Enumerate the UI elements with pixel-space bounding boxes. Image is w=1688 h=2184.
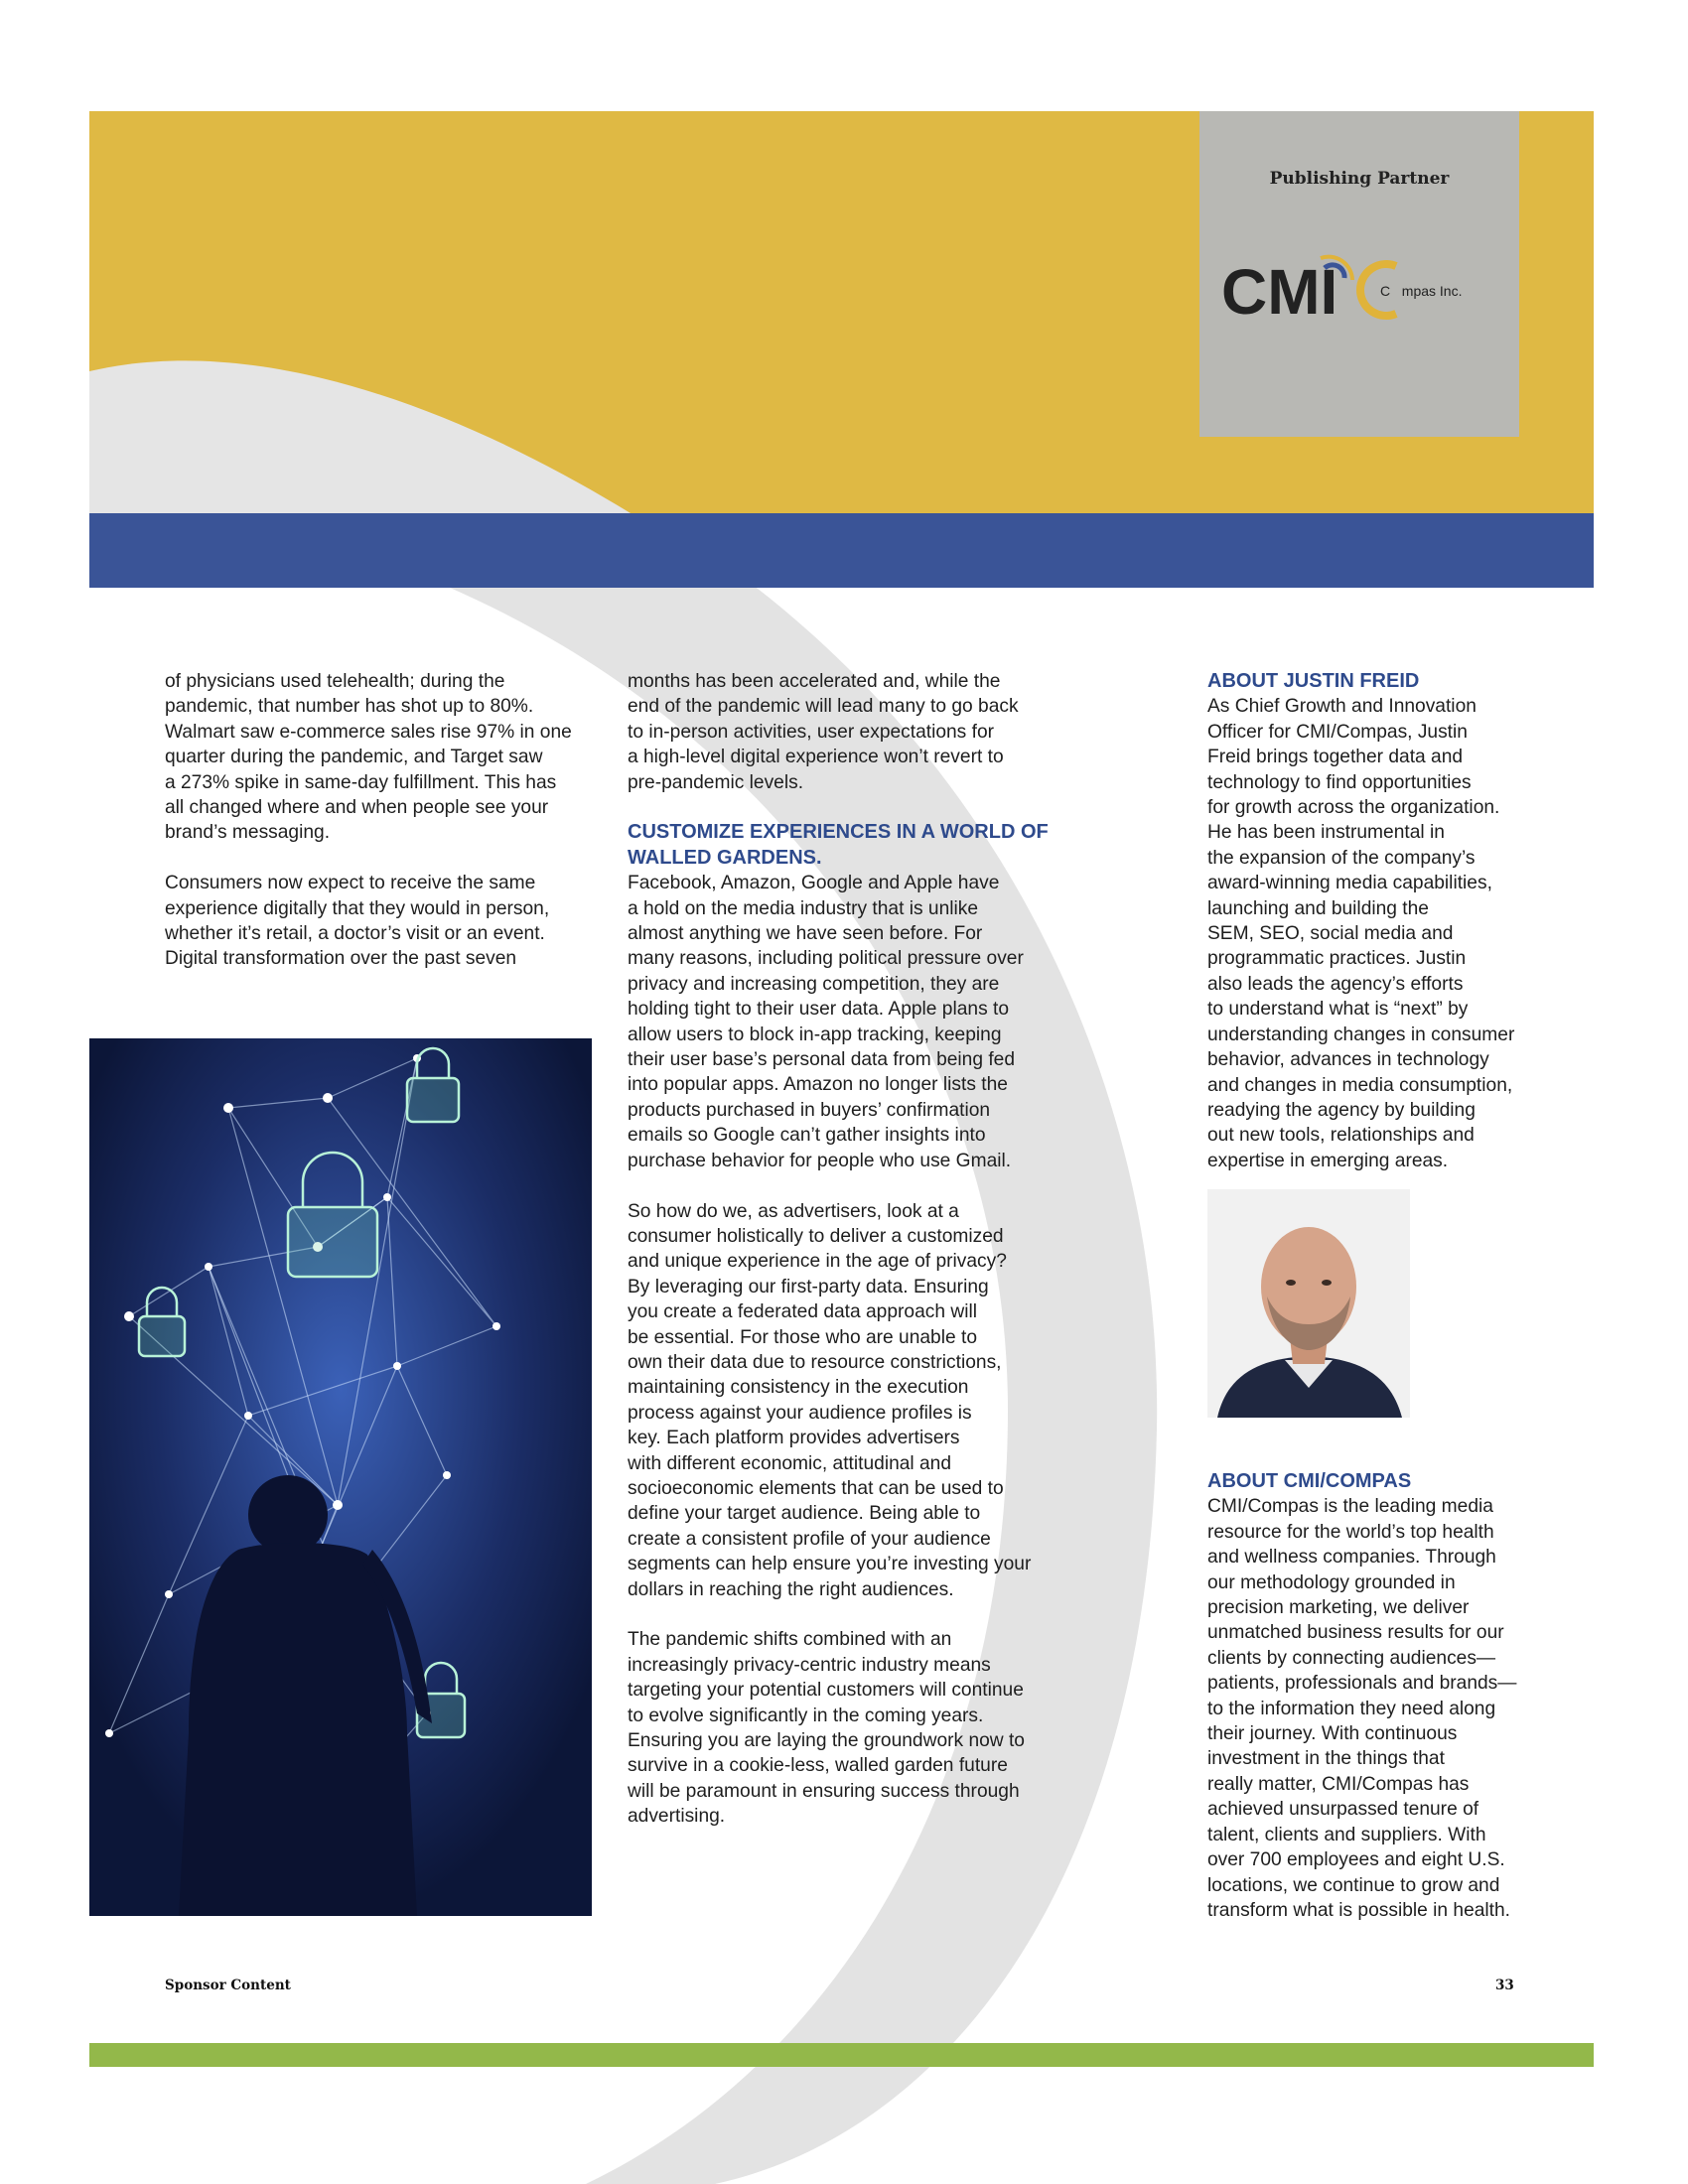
article-text-line: So how do we, as advertisers, look at a (628, 1200, 959, 1222)
publishing-partner-label: Publishing Partner (1269, 169, 1450, 189)
about-cmi-text-line: investment in the things that (1207, 1748, 1445, 1770)
article-text-line: emails so Google can’t gather insights into (628, 1125, 986, 1147)
about-justin-text-line: and changes in media consumption, (1207, 1074, 1513, 1096)
article-text-line: a 273% spike in same-day fulfillment. This has (165, 771, 557, 793)
about-justin-section (1207, 669, 1514, 1173)
section-heading-line: WALLED GARDENS. (628, 846, 822, 869)
about-cmi-text-line: transform what is possible in health. (1207, 1899, 1511, 1921)
article-text-line: advertising. (628, 1806, 726, 1828)
about-cmi-text-line: patients, professionals and brands— (1207, 1673, 1517, 1695)
article-text-line: brand’s messaging. (165, 822, 331, 844)
privacy-network-image (89, 1038, 592, 1916)
article-text-line: all changed where and when people see your (165, 797, 549, 819)
about-cmi-text-line: CMI/Compas is the leading media (1207, 1496, 1493, 1518)
about-justin-text-line: He has been instrumental in (1207, 822, 1445, 844)
article-text-line: Digital transformation over the past seven (165, 948, 517, 970)
article-text-line: many reasons, including political pressure over (628, 948, 1024, 970)
page-number: 33 (1495, 1978, 1514, 1993)
compas-wordmark: C mpas Inc. (1380, 283, 1463, 299)
article-text-line: define your target audience. Being able to (628, 1503, 981, 1525)
article-text-line: allow users to block in-app tracking, keeping (628, 1024, 1002, 1045)
article-text-line: and unique experience in the age of privacy? (628, 1251, 1007, 1273)
article-text-line: dollars in reaching the right audiences. (628, 1578, 954, 1600)
article-text-line: socioeconomic elements that can be used to (628, 1477, 1004, 1499)
article-text-line: pandemic, that number has shot up to 80%. (165, 696, 534, 718)
article-text-line: of physicians used telehealth; during the (165, 671, 505, 692)
about-justin-text-line: SEM, SEO, social media and (1207, 923, 1454, 945)
about-justin-heading: ABOUT JUSTIN FREID (1207, 670, 1420, 692)
paragraph-gap (628, 1173, 1049, 1198)
article-text-line: whether it’s retail, a doctor’s visit or an event. (165, 923, 545, 945)
about-justin-text-line: understanding changes in consumer (1207, 1024, 1515, 1045)
article-text-line: privacy and increasing competition, they are (628, 973, 1000, 995)
section-heading-line: CUSTOMIZE EXPERIENCES IN A WORLD OF (628, 821, 1049, 844)
article-text-line: Walmart saw e-commerce sales rise 97% in one (165, 721, 572, 743)
article-text-line: into popular apps. Amazon no longer lists the (628, 1074, 1008, 1096)
paragraph-gap (628, 1602, 1049, 1627)
article-text-line: a high-level digital experience won’t revert to (628, 747, 1004, 768)
about-cmi-text-line: talent, clients and suppliers. With (1207, 1824, 1486, 1845)
about-justin-text-line: launching and building the (1207, 897, 1429, 919)
article-text-line: a hold on the media industry that is unlike (628, 897, 979, 919)
sponsor-content-label: Sponsor Content (165, 1978, 291, 1993)
article-text-line: process against your audience profiles is (628, 1402, 972, 1424)
article-text-line: experience digitally that they would in person, (165, 897, 550, 919)
about-justin-text-line: As Chief Growth and Innovation (1207, 696, 1477, 718)
article-text-line: own their data due to resource constrictions, (628, 1351, 1002, 1373)
article-column-1 (165, 669, 572, 972)
about-cmi-text-line: their journey. With continuous (1207, 1723, 1458, 1745)
about-cmi-text-line: really matter, CMI/Compas has (1207, 1773, 1470, 1795)
about-cmi-text-line: to the information they need along (1207, 1698, 1496, 1719)
about-justin-text-line: Officer for CMI/Compas, Justin (1207, 721, 1468, 743)
article-text-line: purchase behavior for people who use Gmail. (628, 1150, 1012, 1171)
about-cmi-text-line: resource for the world’s top health (1207, 1521, 1494, 1543)
about-cmi-text-line: unmatched business results for our (1207, 1622, 1504, 1644)
cmi-compas-logo (1221, 250, 1499, 330)
article-text-line: be essential. For those who are unable to (628, 1326, 977, 1348)
article-text-line: their user base’s personal data from being fed (628, 1049, 1016, 1071)
article-text-line: months has been accelerated and, while the (628, 671, 1001, 692)
article-text-line: end of the pandemic will lead many to go back (628, 696, 1019, 718)
about-justin-text-line: for growth across the organization. (1207, 797, 1500, 819)
navy-stripe (89, 513, 1594, 588)
about-justin-text-line: out new tools, relationships and (1207, 1125, 1475, 1147)
article-text-line: By leveraging our first-party data. Ensuring (628, 1276, 989, 1297)
paragraph-gap (165, 846, 572, 871)
about-justin-text-line: expertise in emerging areas. (1207, 1150, 1449, 1171)
about-justin-text-line: behavior, advances in technology (1207, 1049, 1489, 1071)
about-cmi-text-line: achieved unsurpassed tenure of (1207, 1799, 1479, 1821)
about-justin-text-line: technology to find opportunities (1207, 771, 1472, 793)
article-text-line: consumer holistically to deliver a customized (628, 1225, 1004, 1247)
about-cmi-text-line: and wellness companies. Through (1207, 1547, 1496, 1569)
article-text-line: Ensuring you are laying the groundwork now to (628, 1730, 1025, 1752)
about-justin-text-line: Freid brings together data and (1207, 747, 1464, 768)
article-text-line: you create a federated data approach will (628, 1301, 977, 1323)
about-justin-text-line: to understand what is “next” by (1207, 999, 1469, 1021)
article-text-line: increasingly privacy-centric industry means (628, 1654, 991, 1676)
footer-green-bar (89, 2043, 1594, 2067)
about-justin-text-line: the expansion of the company’s (1207, 847, 1476, 869)
about-justin-text-line: programmatic practices. Justin (1207, 948, 1467, 970)
article-text-line: will be paramount in ensuring success through (628, 1780, 1020, 1802)
article-text-line: segments can help ensure you’re investing your (628, 1554, 1032, 1575)
article-text-line: holding tight to their user data. Apple plans to (628, 999, 1010, 1021)
article-text-line: to evolve significantly in the coming years. (628, 1705, 984, 1726)
cmi-wordmark: CMI (1221, 256, 1338, 328)
article-text-line: key. Each platform provides advertisers (628, 1428, 960, 1449)
about-cmi-heading: ABOUT CMI/COMPAS (1207, 1470, 1412, 1492)
about-cmi-section (1207, 1469, 1516, 1923)
about-cmi-text-line: over 700 employees and eight U.S. (1207, 1849, 1505, 1871)
article-text-line: Facebook, Amazon, Google and Apple have (628, 873, 1000, 894)
article-text-line: create a consistent profile of your audience (628, 1528, 991, 1550)
justin-freid-portrait (1207, 1189, 1410, 1418)
article-text-line: quarter during the pandemic, and Target saw (165, 747, 543, 768)
article-text-line: to in-person activities, user expectations for (628, 721, 995, 743)
article-text-line: products purchased in buyers’ confirmation (628, 1099, 991, 1121)
about-cmi-text-line: clients by connecting audiences— (1207, 1647, 1496, 1669)
about-justin-text-line: award-winning media capabilities, (1207, 873, 1492, 894)
about-justin-text-line: readying the agency by building (1207, 1099, 1476, 1121)
article-column-2 (628, 669, 1049, 1830)
article-text-line: targeting your potential customers will continue (628, 1680, 1024, 1702)
about-cmi-text-line: precision marketing, we deliver (1207, 1597, 1470, 1619)
paragraph-gap (628, 795, 1049, 820)
about-cmi-text-line: our methodology grounded in (1207, 1571, 1456, 1593)
article-text-line: survive in a cookie-less, walled garden future (628, 1755, 1008, 1777)
article-text-line: Consumers now expect to receive the same (165, 873, 536, 894)
article-text-line: pre-pandemic levels. (628, 771, 804, 793)
article-text-line: The pandemic shifts combined with an (628, 1629, 952, 1651)
article-text-line: almost anything we have seen before. For (628, 923, 983, 945)
article-text-line: maintaining consistency in the execution (628, 1377, 969, 1399)
publishing-partner-box (1199, 111, 1519, 437)
article-text-line: with different economic, attitudinal and (628, 1452, 952, 1474)
about-cmi-text-line: locations, we continue to grow and (1207, 1874, 1500, 1896)
about-justin-text-line: also leads the agency’s efforts (1207, 973, 1464, 995)
